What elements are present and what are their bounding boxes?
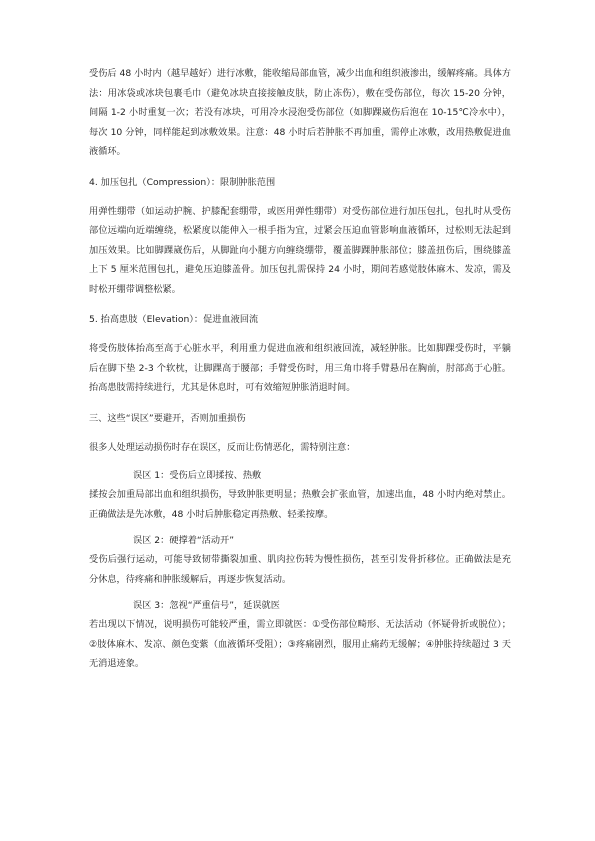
paragraph-intro: 很多人处理运动损伤时存在误区，反而让伤情恶化，需特别注意：: [89, 441, 356, 453]
heading-section-3: 三、这些“误区”要避开，否则加重损伤: [89, 412, 246, 424]
myth-3-title: 误区 3：忽视“严重信号”，延误就医: [133, 600, 280, 611]
document-page: [89, 64, 511, 674]
myth-2-title: 误区 2：硬撑着“活动开”: [133, 535, 234, 546]
paragraph-elevation: 将受伤肢体抬高至高于心脏水平，利用重力促进血液和组织液回流，减轻肿胀。比如脚踝受伤时，平躺后在脚下垫 2-3 个软枕，让脚踝高于腰部；手臂受伤时，用三角巾将手臂悬吊在胸前，肘部高于心脏。抬高患肢需持续进行，尤其是休息时，可有效缩短肿胀消退时间。: [89, 343, 511, 393]
myth-1-body: 揉按会加重局部出血和组织损伤，导致肿胀更明显；热敷会扩张血管，加速出血，48 小时内绝对禁止。正确做法是先冰敷，48 小时后肿胀稳定再热敷、轻柔按摩。: [89, 489, 511, 520]
myth-3-body: 若出现以下情况，说明损伤可能较严重，需立即就医：①受伤部位畸形、无法活动（怀疑骨折或脱位）；②肢体麻木、发凉、颜色变紫（血液循环受阻）；③疼痛剧烈，服用止痛药无缓解；④肿胀持续超过 3 天无消退迹象。: [89, 619, 511, 669]
paragraph-compression: 用弹性绷带（如运动护腕、护膝配套绷带，或医用弹性绷带）对受伤部位进行加压包扎，包扎时从受伤部位远端向近端缠绕，松紧度以能伸入一根手指为宜，过紧会压迫血管影响血液循环，过松则无法起到加压效果。比如脚踝崴伤后，从脚趾向小腿方向缠绕绷带，覆盖脚踝肿胀部位；膝盖扭伤后，围绕膝盖上下 5 厘米范围包扎，避免压迫膝盖骨。加压包扎需保持 24 小时，期间若感觉肢体麻木、发凉，需及时松开绷带调整松紧。: [89, 205, 511, 295]
heading-elevation: 5. 抬高患肢（Elevation）：促进血液回流: [89, 314, 259, 325]
paragraph-cold-compress: 受伤后 48 小时内（越早越好）进行冰敷，能收缩局部血管，减少出血和组织液渗出，缓解疼痛。具体方法：用冰袋或冰块包裹毛巾（避免冰块直接接触皮肤，防止冻伤），敷在受伤部位，每次 15-20 分钟，间隔 1-2 小时重复一次；若没有冰块，可用冷水浸泡受伤部位（如脚踝崴伤后泡在 10-15℃冷水中），每次 10 分钟，同样能起到冰敷效果。注意：48 小时后若肿胀不再加重，需停止冰敷，改用热敷促进血液循环。: [89, 68, 511, 157]
myth-1-title: 误区 1：受伤后立即揉按、热敷: [133, 470, 262, 481]
myth-2-body: 受伤后强行运动，可能导致韧带撕裂加重、肌肉拉伤转为慢性损伤，甚至引发骨折移位。正确做法是充分休息，待疼痛和肿胀缓解后，再逐步恢复活动。: [89, 554, 511, 585]
heading-compression: 4. 加压包扎（Compression）：限制肿胀范围: [89, 176, 276, 188]
